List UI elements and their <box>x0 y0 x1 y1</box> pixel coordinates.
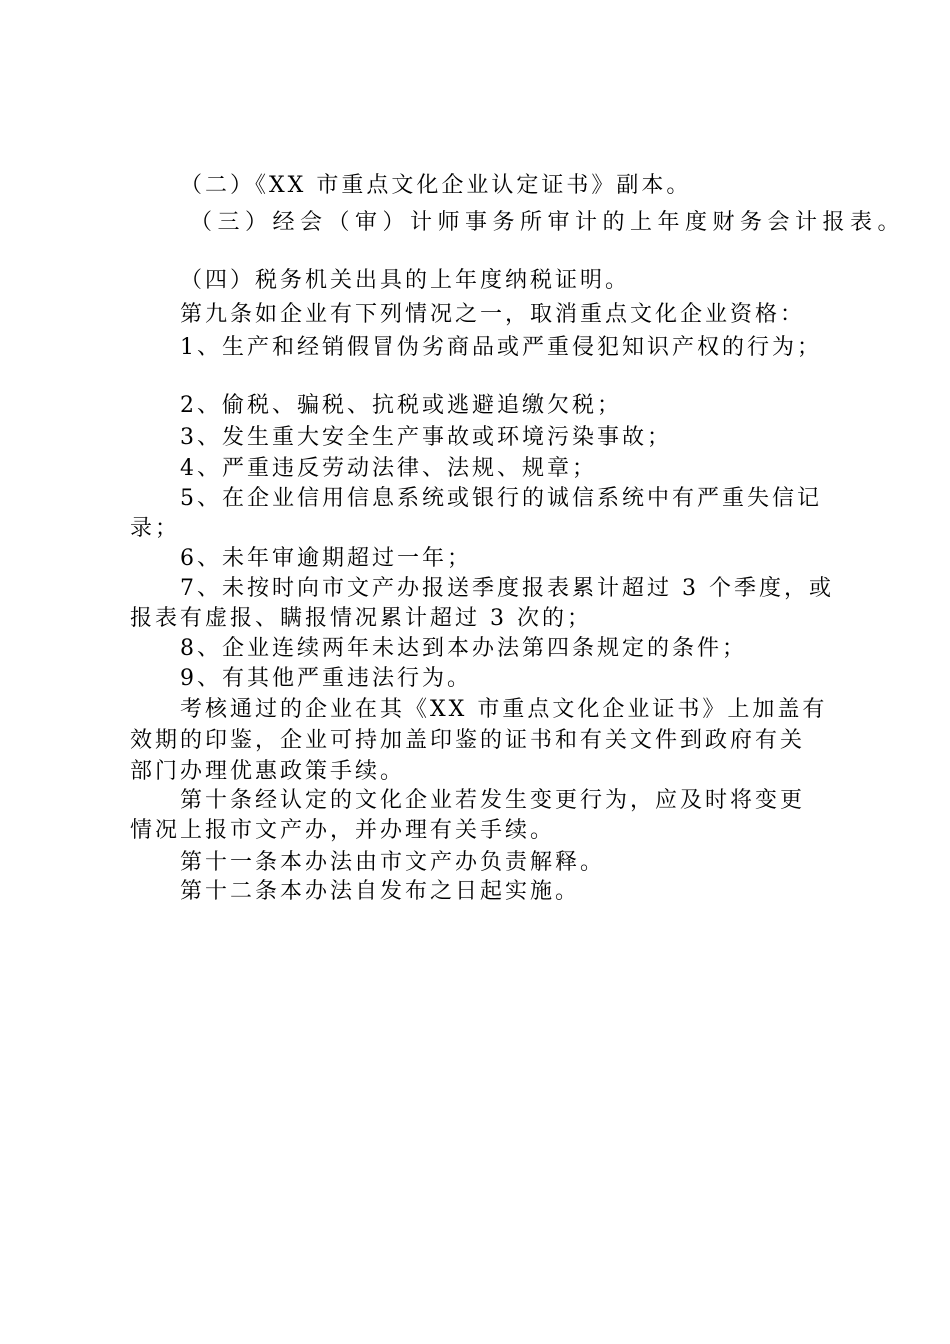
paragraph-line: 4、严重违反劳动法律、法规、规章； <box>180 456 597 481</box>
paragraph-line: 8、企业连续两年未达到本办法第四条规定的条件； <box>180 636 747 661</box>
paragraph-line: 第九条如企业有下列情况之一，取消重点文化企业资格： <box>180 302 806 327</box>
paragraph-line: 9、有其他严重违法行为。 <box>180 666 472 691</box>
paragraph-line: 情况上报市文产办，并办理有关手续。 <box>130 818 556 843</box>
paragraph-line: 5、在企业信用信息系统或银行的诚信系统中有严重失信记 <box>180 486 822 511</box>
paragraph-line: 部门办理优惠政策手续。 <box>130 759 406 784</box>
paragraph-line: 报表有虚报、瞒报情况累计超过 3 次的； <box>130 606 592 631</box>
paragraph-line: （四）税务机关出具的上年度纳税证明。 <box>180 268 631 293</box>
paragraph-line: 第十条经认定的文化企业若发生变更行为，应及时将变更 <box>180 788 806 813</box>
paragraph-line: 7、未按时向市文产办报送季度报表累计超过 3 个季度，或 <box>180 576 834 601</box>
paragraph-line: 考核通过的企业在其《XX 市重点文化企业证书》上加盖有 <box>180 697 828 722</box>
paragraph-line: 2、偷税、骗税、抗税或逃避追缴欠税； <box>180 393 622 418</box>
paragraph-line: 1、生产和经销假冒伪劣商品或严重侵犯知识产权的行为； <box>180 335 822 360</box>
paragraph-line: （三）经会（审）计师事务所审计的上年度财务会计报表。 <box>190 210 906 235</box>
paragraph-line: 6、未年审逾期超过一年； <box>180 546 472 571</box>
paragraph-line: （二）《XX 市重点文化企业认定证书》副本。 <box>180 173 692 198</box>
paragraph-line: 录； <box>130 516 181 541</box>
paragraph-line: 第十一条本办法由市文产办负责解释。 <box>180 850 606 875</box>
paragraph-line: 3、发生重大安全生产事故或环境污染事故； <box>180 425 672 450</box>
paragraph-line: 第十二条本办法自发布之日起实施。 <box>180 879 581 904</box>
paragraph-line: 效期的印鉴，企业可持加盖印鉴的证书和有关文件到政府有关 <box>130 728 806 753</box>
